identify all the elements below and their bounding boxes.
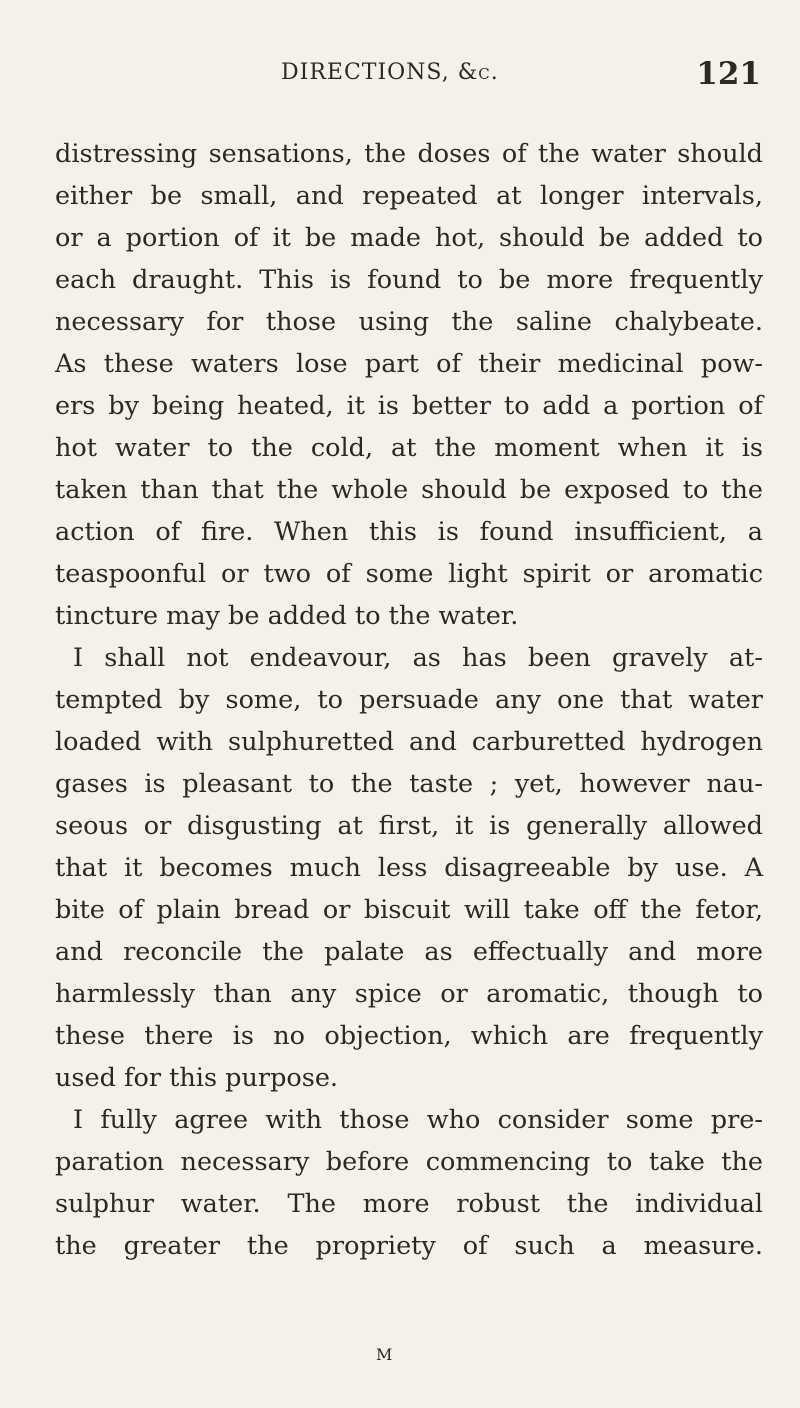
text-line: I fully agree with those who consider some pre-	[73, 1105, 763, 1135]
text-line: bite of plain bread or biscuit will take off the fetor,	[55, 895, 763, 925]
text-line: the greater the propriety of such a measure.	[55, 1231, 763, 1261]
text-line: necessary for those using the saline chalybeate.	[55, 307, 763, 337]
text-line: loaded with sulphuretted and carburetted hydrogen	[55, 727, 763, 757]
text-line: harmlessly than any spice or aromatic, though to	[55, 979, 763, 1009]
text-line: I shall not endeavour, as has been gravely at-	[73, 643, 763, 673]
body-text	[55, 133, 763, 1267]
text-line: action of fire. When this is found insufficient, a	[55, 517, 763, 547]
page-number: 121	[696, 56, 761, 92]
text-line: or a portion of it be made hot, should be added to	[55, 223, 763, 253]
text-line: that it becomes much less disagreeable by use. A	[55, 853, 763, 883]
text-line: used for this purpose.	[55, 1063, 339, 1093]
text-line: either be small, and repeated at longer intervals,	[55, 181, 763, 211]
text-line: each draught. This is found to be more frequently	[55, 265, 763, 295]
running-head	[281, 56, 761, 100]
text-line: these there is no objection, which are frequently	[55, 1021, 763, 1051]
running-head-title: DIRECTIONS, &c.	[281, 60, 499, 85]
text-line: gases is pleasant to the taste ; yet, however nau-	[55, 769, 763, 799]
text-line: seous or disgusting at first, it is generally allowed	[55, 811, 763, 841]
text-line: distressing sensations, the doses of the water should	[55, 139, 763, 169]
text-line: teaspoonful or two of some light spirit or aromatic	[55, 559, 763, 589]
text-line: tincture may be added to the water.	[55, 601, 519, 631]
text-line: sulphur water. The more robust the individual	[55, 1189, 763, 1219]
text-line: taken than that the whole should be exposed to the	[55, 475, 763, 505]
signature-mark: M	[376, 1345, 394, 1364]
text-line: ers by being heated, it is better to add a portion of	[55, 391, 763, 421]
text-line: As these waters lose part of their medicinal pow-	[55, 349, 763, 379]
text-line: hot water to the cold, at the moment when it is	[55, 433, 763, 463]
text-line: tempted by some, to persuade any one that water	[55, 685, 763, 715]
text-line: paration necessary before commencing to take the	[55, 1147, 763, 1177]
text-line: and reconcile the palate as effectually and more	[55, 937, 763, 967]
